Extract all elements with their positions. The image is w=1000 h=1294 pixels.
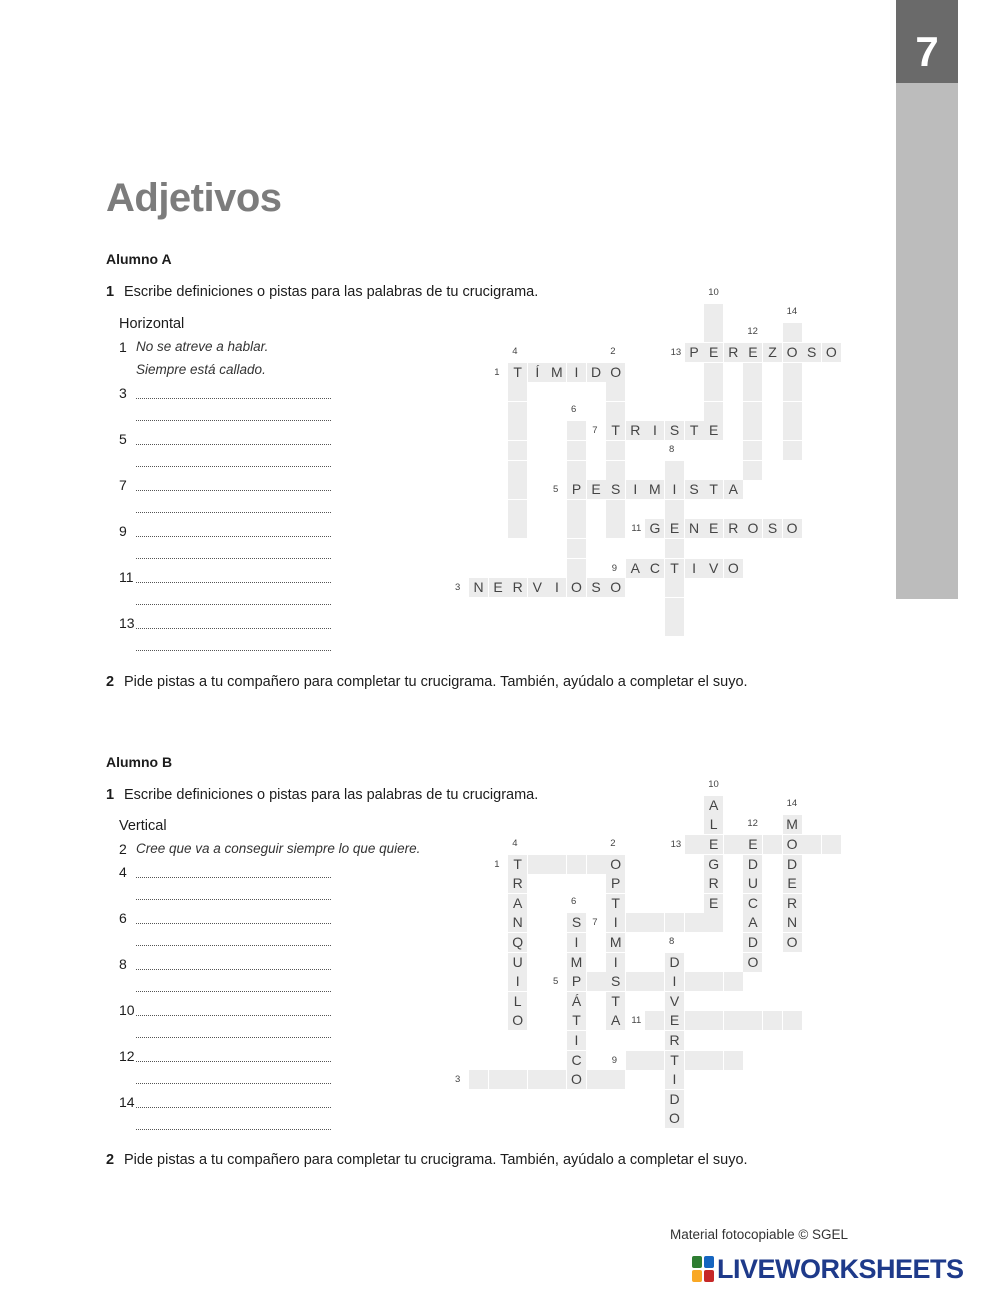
crossword-number: 12	[747, 818, 758, 829]
clue-number: 4	[119, 864, 127, 880]
clue-number: 10	[119, 1002, 135, 1018]
crossword-letter: E	[489, 578, 508, 597]
clue-number: 11	[119, 569, 134, 585]
crossword-cell[interactable]	[704, 1011, 723, 1030]
crossword-letter: T	[606, 992, 625, 1011]
clue-number: 7	[119, 477, 127, 493]
crossword-cell[interactable]	[567, 559, 586, 578]
clue-number: 12	[119, 1048, 135, 1064]
crossword-letter: T	[685, 421, 704, 440]
clue-number: 14	[119, 1094, 135, 1110]
crossword-cell[interactable]	[567, 855, 586, 874]
crossword-letter: R	[704, 874, 723, 893]
crossword-letter: P	[685, 343, 704, 362]
crossword-letter: R	[783, 894, 802, 913]
crossword-letter: T	[606, 421, 625, 440]
crossword-letter: D	[665, 1090, 684, 1109]
crossword-letter: S	[606, 972, 625, 991]
crossword-cell[interactable]	[587, 855, 606, 874]
section-b-heading: Vertical	[119, 818, 167, 834]
crossword-letter: U	[508, 953, 527, 972]
crossword-letter: U	[743, 874, 762, 893]
crossword-cell[interactable]	[665, 578, 684, 597]
crossword-letter: M	[567, 953, 586, 972]
crossword-number: 8	[669, 443, 675, 455]
crossword-letter: I	[547, 578, 566, 597]
answer-line[interactable]	[136, 877, 331, 878]
crossword-cell[interactable]	[685, 1011, 704, 1030]
crossword-letter: G	[645, 519, 664, 538]
crossword-number: 10	[708, 778, 719, 790]
crossword-cell[interactable]	[547, 1070, 566, 1089]
crossword-letter: R	[724, 519, 743, 538]
crossword-cell[interactable]	[743, 402, 762, 421]
crossword-cell[interactable]	[743, 461, 762, 480]
crossword-cell[interactable]	[704, 972, 723, 991]
crossword-letter: T	[665, 559, 684, 578]
crossword-number: 13	[670, 347, 682, 358]
example-clue-number: 2	[119, 841, 127, 857]
crossword-cell[interactable]	[606, 402, 625, 421]
crossword-letter: M	[645, 480, 664, 499]
crossword-cell[interactable]	[567, 539, 586, 558]
crossword-letter: E	[587, 480, 606, 499]
crossword-cell[interactable]	[606, 441, 625, 460]
crossword-cell[interactable]	[724, 1011, 743, 1030]
crossword-cell[interactable]	[567, 519, 586, 538]
crossword-letter: S	[763, 519, 782, 538]
crossword-cell[interactable]	[665, 539, 684, 558]
student-b-label: Alumno B	[106, 754, 173, 770]
crossword-letter: A	[606, 1011, 625, 1030]
crossword-letter: R	[724, 343, 743, 362]
section-b-instruction-2	[106, 1152, 748, 1168]
section-a-heading: Horizontal	[119, 316, 185, 332]
answer-line[interactable]	[136, 420, 331, 421]
crossword-number: 2	[610, 345, 616, 357]
crossword-cell[interactable]	[606, 382, 625, 401]
crossword-letter: R	[508, 874, 527, 893]
answer-line[interactable]	[136, 466, 331, 467]
crossword-letter: N	[685, 519, 704, 538]
crossword-letter: R	[508, 578, 527, 597]
crossword-number: 12	[747, 326, 758, 337]
crossword-letter: S	[606, 480, 625, 499]
crossword-letter: I	[567, 1031, 586, 1050]
crossword-cell[interactable]	[469, 1070, 488, 1089]
crossword-number: 6	[571, 404, 577, 416]
crossword-letter: I	[606, 953, 625, 972]
crossword-letter: P	[567, 972, 586, 991]
crossword-cell[interactable]	[783, 323, 802, 342]
crossword-cell[interactable]	[704, 304, 723, 323]
crossword-number: 5	[553, 484, 559, 496]
crossword-letter: E	[704, 894, 723, 913]
crossword-cell[interactable]	[606, 461, 625, 480]
crossword-cell[interactable]	[645, 972, 664, 991]
crossword-cell[interactable]	[822, 835, 841, 854]
copyright-note: Material fotocopiable © SGEL	[670, 1227, 849, 1242]
crossword-cell[interactable]	[626, 972, 645, 991]
crossword-cell[interactable]	[704, 1051, 723, 1070]
crossword-letter: O	[743, 953, 762, 972]
crossword-letter: O	[606, 855, 625, 874]
crossword-cell[interactable]	[508, 1070, 527, 1089]
crossword-letter: O	[783, 835, 802, 854]
crossword-letter: M	[547, 363, 566, 382]
crossword-cell[interactable]	[685, 1051, 704, 1070]
liveworksheets-logo-icon	[692, 1256, 714, 1282]
answer-line[interactable]	[136, 945, 331, 946]
crossword-letter: O	[567, 1070, 586, 1089]
crossword-letter: I	[665, 1070, 684, 1089]
crossword-letter: T	[704, 480, 723, 499]
crossword-number: 7	[592, 425, 598, 437]
clue-number: 9	[119, 523, 127, 539]
crossword-letter: A	[508, 894, 527, 913]
crossword-cell[interactable]	[606, 500, 625, 519]
crossword-cell[interactable]	[783, 363, 802, 382]
crossword-letter: S	[587, 578, 606, 597]
crossword-letter: N	[469, 578, 488, 597]
section-b-instruction-1	[106, 787, 538, 803]
crossword-letter: D	[665, 953, 684, 972]
crossword-letter: E	[704, 343, 723, 362]
crossword-letter: G	[704, 855, 723, 874]
crossword-cell[interactable]	[528, 1070, 547, 1089]
example-clue-line-2: Siempre está callado.	[136, 362, 266, 377]
crossword-cell[interactable]	[783, 441, 802, 460]
crossword-letter: P	[606, 874, 625, 893]
crossword-letter: R	[665, 1031, 684, 1050]
crossword-cell[interactable]	[704, 402, 723, 421]
crossword-letter: N	[783, 913, 802, 932]
crossword-cell[interactable]	[567, 421, 586, 440]
crossword-cell[interactable]	[724, 972, 743, 991]
crossword-letter: C	[645, 559, 664, 578]
crossword-cell[interactable]	[704, 382, 723, 401]
instruction-text: Escribe definiciones o pistas para las palabras de tu crucigrama.	[124, 284, 539, 300]
crossword-cell[interactable]	[508, 480, 527, 499]
crossword-letter: S	[665, 421, 684, 440]
crossword-number: 1	[494, 858, 500, 870]
answer-line[interactable]	[136, 398, 331, 399]
crossword-letter: D	[587, 363, 606, 382]
crossword-cell[interactable]	[547, 855, 566, 874]
crossword-number: 3	[455, 582, 461, 594]
crossword-letter: I	[685, 559, 704, 578]
answer-line[interactable]	[136, 650, 331, 651]
crossword-letter: O	[783, 343, 802, 362]
answer-line[interactable]	[136, 991, 331, 992]
crossword-cell[interactable]	[685, 913, 704, 932]
crossword-number: 8	[669, 935, 675, 947]
answer-line[interactable]	[136, 558, 331, 559]
crossword-letter: I	[567, 933, 586, 952]
crossword-letter: V	[528, 578, 547, 597]
crossword-letter: I	[567, 363, 586, 382]
crossword-letter: T	[606, 894, 625, 913]
crossword-cell[interactable]	[665, 598, 684, 617]
crossword-cell[interactable]	[587, 1070, 606, 1089]
clue-number: 6	[119, 910, 127, 926]
crossword-number: 11	[631, 523, 642, 535]
crossword-cell[interactable]	[606, 519, 625, 538]
crossword-cell[interactable]	[645, 913, 664, 932]
crossword-letter: T	[508, 855, 527, 874]
clue-number: 3	[119, 385, 127, 401]
crossword-cell[interactable]	[508, 441, 527, 460]
crossword-letter: O	[606, 578, 625, 597]
crossword-letter: O	[665, 1109, 684, 1128]
crossword-letter: M	[783, 815, 802, 834]
crossword-letter: I	[645, 421, 664, 440]
crossword-cell[interactable]	[508, 461, 527, 480]
answer-line[interactable]	[136, 444, 331, 445]
crossword-cell[interactable]	[763, 1011, 782, 1030]
crossword-cell[interactable]	[626, 913, 645, 932]
crossword-letter: E	[743, 835, 762, 854]
crossword-letter: T	[665, 1051, 684, 1070]
crossword-letter: A	[724, 480, 743, 499]
answer-line[interactable]	[136, 582, 331, 583]
crossword-letter: C	[743, 894, 762, 913]
answer-line[interactable]	[136, 1037, 331, 1038]
crossword-number: 14	[786, 798, 798, 810]
liveworksheets-logo-text: LIVEWORKSHEETS	[717, 1254, 964, 1284]
instruction-number: 1	[106, 787, 115, 803]
crossword-cell[interactable]	[704, 323, 723, 342]
example-clue-line-1: No se atreve a hablar.	[136, 339, 269, 354]
crossword-number: 4	[512, 345, 518, 357]
crossword-cell[interactable]	[724, 835, 743, 854]
crossword-letter: O	[508, 1011, 527, 1030]
student-a-label: Alumno A	[106, 251, 172, 267]
crossword-letter: A	[743, 913, 762, 932]
answer-line[interactable]	[136, 604, 331, 605]
crossword-cell[interactable]	[567, 461, 586, 480]
crossword-cell[interactable]	[665, 617, 684, 636]
crossword-letter: D	[743, 933, 762, 952]
instruction-number: 2	[106, 674, 115, 690]
answer-line[interactable]	[136, 1061, 331, 1062]
answer-line[interactable]	[136, 628, 331, 629]
crossword-cell[interactable]	[783, 421, 802, 440]
crossword-number: 4	[512, 837, 518, 849]
instruction-text: Escribe definiciones o pistas para las palabras de tu crucigrama.	[124, 787, 539, 803]
instruction-number: 2	[106, 1152, 115, 1168]
crossword-cell[interactable]	[508, 500, 527, 519]
crossword-letter: Í	[528, 363, 547, 382]
crossword-letter: V	[704, 559, 723, 578]
answer-line[interactable]	[136, 969, 331, 970]
crossword-cell[interactable]	[763, 835, 782, 854]
crossword-number: 10	[708, 286, 719, 298]
unit-number-tab: 7	[896, 0, 958, 83]
crossword-letter: S	[567, 913, 586, 932]
crossword-cell[interactable]	[704, 363, 723, 382]
crossword-cell[interactable]	[743, 441, 762, 460]
crossword-letter: E	[783, 874, 802, 893]
crossword-cell[interactable]	[508, 402, 527, 421]
answer-line[interactable]	[136, 512, 331, 513]
crossword-letter: O	[567, 578, 586, 597]
crossword-letter: I	[665, 972, 684, 991]
side-bar	[896, 83, 958, 599]
crossword-cell[interactable]	[783, 1011, 802, 1030]
crossword-cell[interactable]	[567, 500, 586, 519]
crossword-letter: S	[685, 480, 704, 499]
example-clue-line-1: Cree que va a conseguir siempre lo que quiere.	[136, 841, 421, 856]
crossword-letter: S	[802, 343, 821, 362]
crossword-cell[interactable]	[508, 421, 527, 440]
crossword-cell[interactable]	[626, 1051, 645, 1070]
example-clue-number: 1	[119, 339, 127, 355]
crossword-cell[interactable]	[665, 461, 684, 480]
crossword-number: 13	[670, 839, 682, 850]
crossword-cell[interactable]	[685, 972, 704, 991]
crossword-letter: I	[508, 972, 527, 991]
crossword-cell[interactable]	[606, 1070, 625, 1089]
crossword-number: 5	[553, 976, 559, 988]
crossword-cell[interactable]	[645, 1011, 664, 1030]
clue-number: 5	[119, 431, 127, 447]
crossword-letter: I	[665, 480, 684, 499]
liveworksheets-logo	[692, 1254, 964, 1284]
crossword-cell[interactable]	[743, 1011, 762, 1030]
answer-line[interactable]	[136, 1107, 331, 1108]
crossword-letter: P	[567, 480, 586, 499]
crossword-letter: C	[567, 1051, 586, 1070]
answer-line[interactable]	[136, 1015, 331, 1016]
crossword-letter: M	[606, 933, 625, 952]
crossword-letter: L	[704, 815, 723, 834]
crossword-letter: O	[606, 363, 625, 382]
crossword-letter: T	[508, 363, 527, 382]
section-a-instruction-2	[106, 674, 748, 690]
instruction-number: 1	[106, 284, 115, 300]
crossword-letter: O	[783, 933, 802, 952]
crossword-cell[interactable]	[802, 835, 821, 854]
crossword-letter: R	[626, 421, 645, 440]
crossword-letter: E	[743, 343, 762, 362]
crossword-cell[interactable]	[743, 421, 762, 440]
crossword-letter: I	[606, 913, 625, 932]
clue-number: 13	[119, 615, 135, 631]
crossword-letter: N	[508, 913, 527, 932]
crossword-number: 9	[611, 1054, 618, 1066]
clue-number: 8	[119, 956, 127, 972]
crossword-letter: O	[724, 559, 743, 578]
crossword-letter: Q	[508, 933, 527, 952]
crossword-letter: O	[783, 519, 802, 538]
crossword-letter: O	[743, 519, 762, 538]
answer-line[interactable]	[136, 490, 331, 491]
crossword-number: 1	[494, 366, 500, 378]
crossword-letter: D	[783, 855, 802, 874]
crossword-cell[interactable]	[665, 500, 684, 519]
instruction-text: Pide pistas a tu compañero para completar tu crucigrama. También, ayúdalo a completar el suyo.	[124, 674, 748, 690]
answer-line[interactable]	[136, 899, 331, 900]
crossword-cell[interactable]	[783, 402, 802, 421]
crossword-number: 7	[592, 917, 598, 929]
crossword-cell[interactable]	[528, 855, 547, 874]
crossword-number: 14	[786, 306, 798, 318]
crossword-number: 2	[610, 837, 616, 849]
crossword-letter: E	[704, 519, 723, 538]
crossword-cell[interactable]	[665, 913, 684, 932]
crossword-letter: V	[665, 992, 684, 1011]
crossword-cell[interactable]	[645, 1051, 664, 1070]
crossword-letter: Á	[567, 992, 586, 1011]
crossword-letter: E	[704, 421, 723, 440]
crossword-cell[interactable]	[508, 382, 527, 401]
crossword-cell[interactable]	[743, 363, 762, 382]
crossword-letter: O	[822, 343, 841, 362]
crossword-cell[interactable]	[489, 1070, 508, 1089]
crossword-number: 3	[455, 1074, 461, 1086]
crossword-letter: Z	[763, 343, 782, 362]
crossword-letter: E	[665, 519, 684, 538]
crossword-letter: T	[567, 1011, 586, 1030]
page-title: Adjetivos	[106, 176, 282, 220]
crossword-letter: E	[665, 1011, 684, 1030]
crossword-number: 11	[631, 1015, 642, 1027]
crossword-letter: E	[704, 835, 723, 854]
crossword-letter: A	[704, 796, 723, 815]
instruction-text: Pide pistas a tu compañero para completar tu crucigrama. También, ayúdalo a completar el suyo.	[124, 1152, 748, 1168]
section-a-instruction-1	[106, 284, 538, 300]
crossword-cell[interactable]	[685, 835, 704, 854]
crossword-cell[interactable]	[567, 441, 586, 460]
crossword-cell[interactable]	[508, 519, 527, 538]
crossword-letter: L	[508, 992, 527, 1011]
crossword-number: 6	[571, 896, 577, 908]
answer-line[interactable]	[136, 923, 331, 924]
crossword-cell[interactable]	[587, 972, 606, 991]
answer-line[interactable]	[136, 536, 331, 537]
crossword-cell[interactable]	[743, 382, 762, 401]
crossword-letter: I	[626, 480, 645, 499]
answer-line[interactable]	[136, 1129, 331, 1130]
crossword-letter: A	[626, 559, 645, 578]
crossword-cell[interactable]	[704, 913, 723, 932]
crossword-number: 9	[611, 562, 618, 574]
answer-line[interactable]	[136, 1083, 331, 1084]
crossword-cell[interactable]	[724, 1051, 743, 1070]
crossword-cell[interactable]	[783, 382, 802, 401]
crossword-letter: D	[743, 855, 762, 874]
